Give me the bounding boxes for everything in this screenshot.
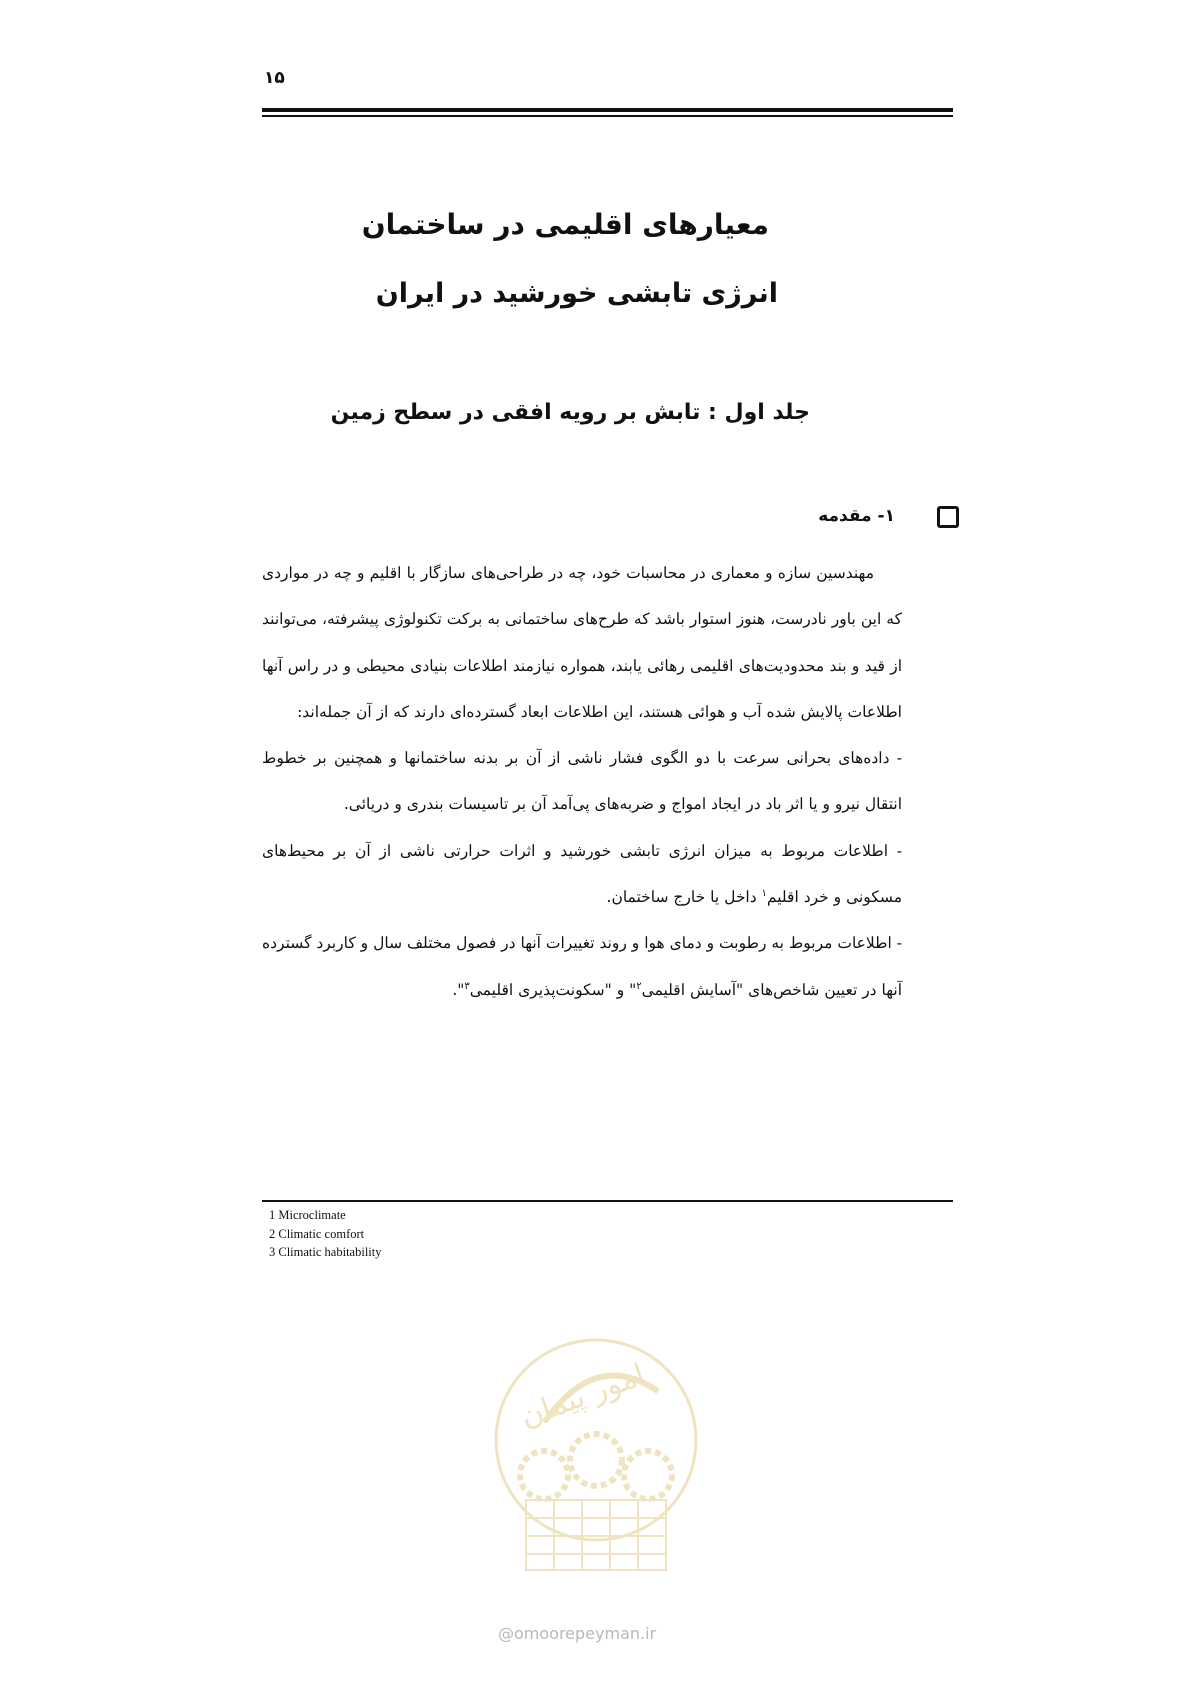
footnote-divider bbox=[262, 1200, 953, 1202]
header-rule bbox=[262, 108, 953, 112]
paragraph-wind: - داده‌های بحرانی سرعت با دو الگوی فشار ناشی از آن بر بدنه ساختمانها و همچنین بر خطوط انتقال نیرو و یا اثر باد در ایجاد امواج و ضربه‌های پی‌آمد آن بر تاسیسات بندری و دریائی. bbox=[262, 749, 902, 814]
watermark-url: @omoorepeyman.ir bbox=[498, 1624, 657, 1643]
paragraph-solar: - اطلاعات مربوط به میزان انرژی تابشی خورشید و اثرات حرارتی ناشی از آن بر محیط‌های مسکونی و خرد اقلیم$^۱$ داخل یا خارج ساختمان. bbox=[262, 841, 902, 907]
footnote-ref: ۳ bbox=[464, 980, 470, 992]
checkbox-icon bbox=[937, 506, 959, 528]
paragraph-intro: مهندسین سازه و معماری در محاسبات خود، چه در طراحی‌های سازگار با اقلیم و چه در مواردی که این باور نادرست، هنوز استوار باشد که طرح‌های ساختمانی به برکت تکنولوژی پیشرفته، می‌توانند از قید و بند محدودیت‌های اقلیمی رهائی یابند، همواره نیازمند اطلاعات بنیادی محیطی و در راس آنها اطلاعات پالایش شده آب و هوائی هستند، این اطلاعات ابعاد گسترده‌ای دارند که از آن جمله‌اند: bbox=[262, 564, 902, 721]
footnote-ref: ۱ bbox=[761, 887, 767, 899]
header-rule-thin bbox=[262, 115, 953, 117]
watermark-logo bbox=[486, 1310, 706, 1610]
paragraph-humidity: - اطلاعات مربوط به رطوبت و دمای هوا و روند تغییرات آنها در فصول مختلف سال و کاربرد گسترده آنها در تعیین شاخص‌های "آسایش اقلیمی$^۲$" و "سکونت‌پذیری اقلیمی$^۳$". bbox=[262, 934, 902, 999]
page-subtitle: انرژی تابشی خورشید در ایران bbox=[375, 278, 778, 309]
volume-title: جلد اول : تابش بر رویه افقی در سطح زمین bbox=[330, 400, 810, 425]
watermark-logo-text: امور پیمان bbox=[515, 1357, 650, 1435]
page-title: معیارهای اقلیمی در ساختمان bbox=[361, 208, 769, 241]
footnote-item: 1 Microclimate bbox=[269, 1208, 346, 1222]
footnotes bbox=[269, 1206, 381, 1262]
footnote-item: 3 Climatic habitability bbox=[269, 1245, 382, 1259]
page-number: ۱۵ bbox=[264, 68, 285, 88]
footnote-ref: ۲ bbox=[636, 980, 642, 992]
section-heading: ۱- مقدمه bbox=[818, 506, 895, 526]
body-text bbox=[262, 550, 902, 1013]
footnote-item: 2 Climatic comfort bbox=[269, 1226, 365, 1241]
